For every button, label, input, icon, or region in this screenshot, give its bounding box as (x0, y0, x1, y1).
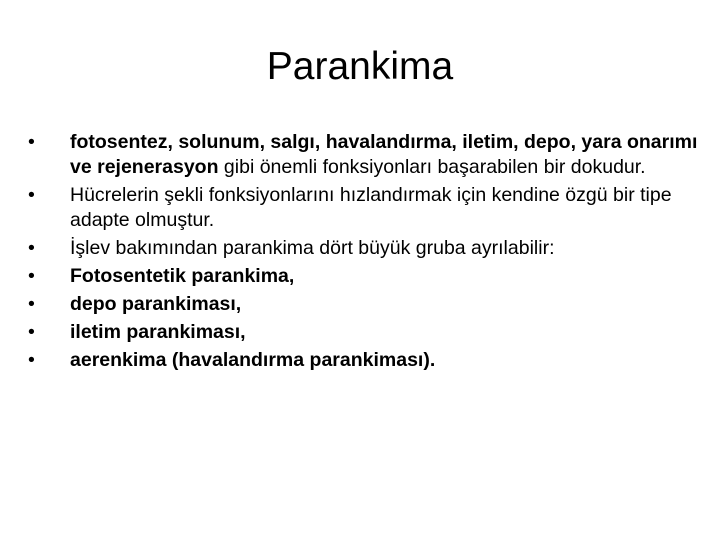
bullet-icon: • (28, 131, 35, 153)
bullet-icon: • (28, 265, 35, 287)
list-item (28, 264, 700, 289)
bullet-text: Hücrelerin şekli fonksiyonlarını hızlandırmak için kendine özgü bir tipe adapte olmuştur. (70, 184, 672, 231)
list-item (28, 348, 700, 373)
bullet-icon: • (28, 293, 35, 315)
list-item (28, 320, 700, 345)
slide-title: Parankima (266, 45, 454, 88)
bullet-text: İşlev bakımından parankima dört büyük gruba ayrılabilir: (70, 237, 555, 259)
bullet-text: gibi önemli fonksiyonları başarabilen bir dokudur. (218, 156, 646, 178)
bullet-bold-text: iletim parankiması, (70, 321, 246, 343)
list-item (28, 292, 700, 317)
bullet-list (28, 130, 700, 376)
bullet-icon: • (28, 349, 35, 371)
bullet-bold-text: Fotosentetik parankima, (70, 265, 295, 287)
list-item (28, 130, 700, 180)
bullet-bold-text: fotosentez, solunum, salgı, havalandırma, iletim, depo, yara onarımı ve rejenerasyon (70, 131, 698, 178)
list-item (28, 183, 700, 233)
bullet-icon: • (28, 237, 35, 259)
list-item (28, 236, 700, 261)
bullet-icon: • (28, 184, 35, 206)
bullet-bold-text: depo parankiması, (70, 293, 242, 315)
bullet-bold-text: aerenkima (havalandırma parankiması). (70, 349, 436, 371)
bullet-icon: • (28, 321, 35, 343)
